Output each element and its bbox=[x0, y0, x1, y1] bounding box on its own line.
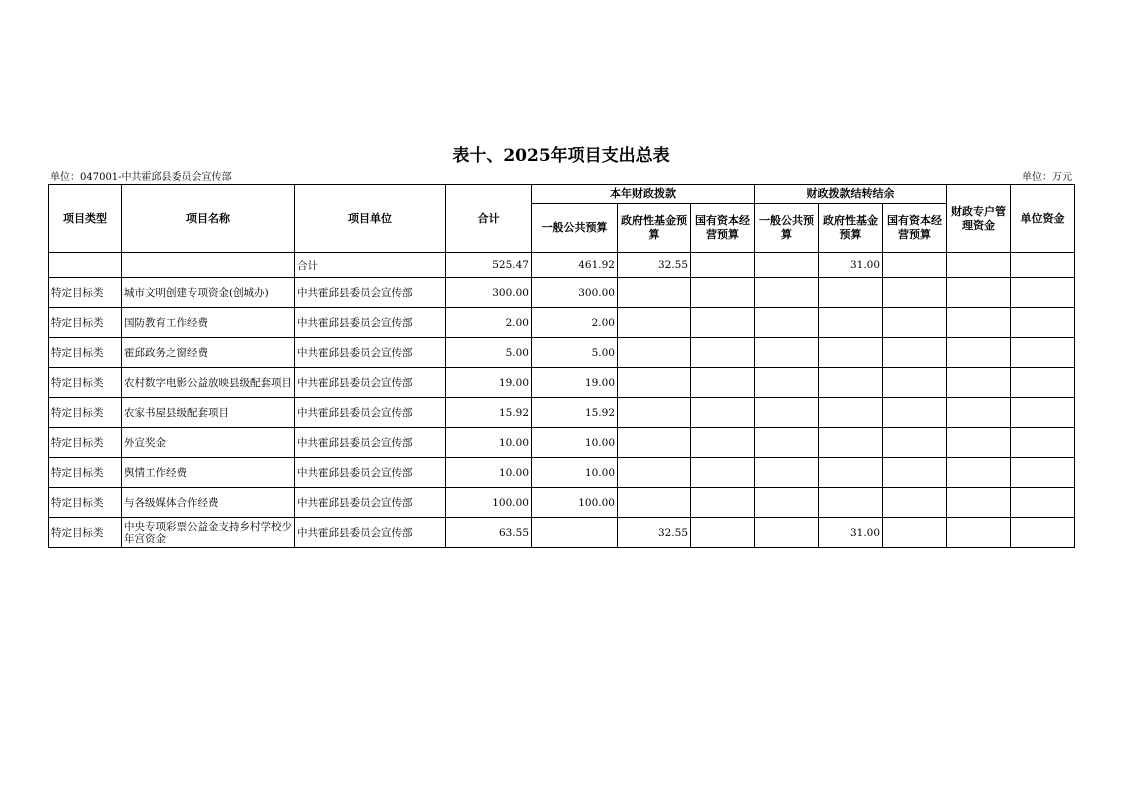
cell-project-name: 国防教育工作经费 bbox=[122, 308, 295, 338]
total-special bbox=[947, 253, 1011, 278]
cell-co-general bbox=[755, 278, 819, 308]
cell-project-name: 农家书屋县级配套项目 bbox=[122, 398, 295, 428]
cell-total: 100.00 bbox=[446, 488, 532, 518]
cell-co-general bbox=[755, 398, 819, 428]
cell-co-state bbox=[883, 428, 947, 458]
header-project-name: 项目名称 bbox=[122, 185, 295, 253]
total-co-fund: 31.00 bbox=[819, 253, 883, 278]
cell-total: 63.55 bbox=[446, 518, 532, 548]
cell-cy-general: 15.92 bbox=[532, 398, 618, 428]
cell-project-name: 农村数字电影公益放映县级配套项目 bbox=[122, 368, 295, 398]
cell-total: 15.92 bbox=[446, 398, 532, 428]
header-current-year-group: 本年财政拨款 bbox=[532, 185, 755, 204]
header-cy-state: 国有资本经营预算 bbox=[691, 204, 755, 253]
cell-cy-general: 10.00 bbox=[532, 458, 618, 488]
table-row bbox=[49, 278, 1075, 308]
cell-project-type: 特定目标类 bbox=[49, 458, 122, 488]
cell-unit-funds bbox=[1011, 308, 1075, 338]
cell-project-type: 特定目标类 bbox=[49, 518, 122, 548]
cell-cy-general: 5.00 bbox=[532, 338, 618, 368]
cell-co-fund bbox=[819, 338, 883, 368]
cell-cy-state bbox=[691, 308, 755, 338]
cell-special bbox=[947, 368, 1011, 398]
total-cy-fund: 32.55 bbox=[618, 253, 691, 278]
cell-co-state bbox=[883, 518, 947, 548]
cell-cy-fund bbox=[618, 488, 691, 518]
table-row bbox=[49, 368, 1075, 398]
cell-project-unit: 中共霍邱县委员会宣传部 bbox=[295, 368, 446, 398]
cell-project-unit: 中共霍邱县委员会宣传部 bbox=[295, 428, 446, 458]
total-co-state bbox=[883, 253, 947, 278]
cell-project-unit: 中共霍邱县委员会宣传部 bbox=[295, 338, 446, 368]
cell-project-type: 特定目标类 bbox=[49, 368, 122, 398]
cell-co-state bbox=[883, 278, 947, 308]
total-cell-empty bbox=[122, 253, 295, 278]
cell-cy-state bbox=[691, 338, 755, 368]
cell-co-fund bbox=[819, 488, 883, 518]
table-row bbox=[49, 458, 1075, 488]
total-label: 合计 bbox=[295, 253, 446, 278]
cell-co-fund bbox=[819, 278, 883, 308]
cell-special bbox=[947, 398, 1011, 428]
header-co-fund: 政府性基金预算 bbox=[819, 204, 883, 253]
cell-project-name: 与各级媒体合作经费 bbox=[122, 488, 295, 518]
cell-total: 10.00 bbox=[446, 428, 532, 458]
total-row bbox=[49, 253, 1075, 278]
total-cy-general: 461.92 bbox=[532, 253, 618, 278]
header-project-type: 项目类型 bbox=[49, 185, 122, 253]
cell-cy-general: 2.00 bbox=[532, 308, 618, 338]
unit-label-right: 单位：万元 bbox=[1022, 172, 1072, 183]
cell-total: 5.00 bbox=[446, 338, 532, 368]
cell-cy-state bbox=[691, 458, 755, 488]
table-row bbox=[49, 338, 1075, 368]
table-row bbox=[49, 308, 1075, 338]
cell-special bbox=[947, 338, 1011, 368]
cell-co-fund bbox=[819, 458, 883, 488]
header-unit-funds: 单位资金 bbox=[1011, 185, 1075, 253]
unit-label-left: 单位：047001-中共霍邱县委员会宣传部 bbox=[50, 172, 232, 183]
cell-cy-fund: 32.55 bbox=[618, 518, 691, 548]
cell-total: 19.00 bbox=[446, 368, 532, 398]
cell-co-general bbox=[755, 428, 819, 458]
cell-project-type: 特定目标类 bbox=[49, 428, 122, 458]
cell-cy-fund bbox=[618, 458, 691, 488]
cell-project-type: 特定目标类 bbox=[49, 278, 122, 308]
cell-unit-funds bbox=[1011, 428, 1075, 458]
cell-unit-funds bbox=[1011, 338, 1075, 368]
header-special-account: 财政专户管理资金 bbox=[947, 185, 1011, 253]
cell-cy-state bbox=[691, 278, 755, 308]
cell-unit-funds bbox=[1011, 488, 1075, 518]
cell-total: 2.00 bbox=[446, 308, 532, 338]
cell-co-general bbox=[755, 518, 819, 548]
cell-cy-general: 300.00 bbox=[532, 278, 618, 308]
header-co-state: 国有资本经营预算 bbox=[883, 204, 947, 253]
header-carryover-group: 财政拨款结转结余 bbox=[755, 185, 947, 204]
total-cell-empty bbox=[49, 253, 122, 278]
cell-cy-state bbox=[691, 488, 755, 518]
header-cy-general: 一般公共预算 bbox=[532, 204, 618, 253]
cell-project-name: 舆情工作经费 bbox=[122, 458, 295, 488]
total-unit-funds bbox=[1011, 253, 1075, 278]
table-row bbox=[49, 488, 1075, 518]
cell-co-general bbox=[755, 338, 819, 368]
cell-co-state bbox=[883, 458, 947, 488]
cell-special bbox=[947, 278, 1011, 308]
cell-co-fund bbox=[819, 428, 883, 458]
cell-co-general bbox=[755, 368, 819, 398]
cell-project-name: 城市文明创建专项资金(创城办) bbox=[122, 278, 295, 308]
cell-co-general bbox=[755, 308, 819, 338]
cell-co-fund bbox=[819, 368, 883, 398]
cell-project-name: 外宣奖金 bbox=[122, 428, 295, 458]
cell-co-state bbox=[883, 338, 947, 368]
total-amount: 525.47 bbox=[446, 253, 532, 278]
cell-cy-fund bbox=[618, 398, 691, 428]
cell-co-state bbox=[883, 488, 947, 518]
cell-total: 300.00 bbox=[446, 278, 532, 308]
table-row bbox=[49, 518, 1075, 548]
cell-co-general bbox=[755, 488, 819, 518]
header-co-general: 一般公共预算 bbox=[755, 204, 819, 253]
cell-cy-state bbox=[691, 368, 755, 398]
cell-unit-funds bbox=[1011, 518, 1075, 548]
cell-co-fund bbox=[819, 398, 883, 428]
cell-co-state bbox=[883, 308, 947, 338]
cell-unit-funds bbox=[1011, 458, 1075, 488]
total-cy-state bbox=[691, 253, 755, 278]
cell-project-unit: 中共霍邱县委员会宣传部 bbox=[295, 398, 446, 428]
cell-cy-fund bbox=[618, 338, 691, 368]
cell-special bbox=[947, 458, 1011, 488]
cell-cy-fund bbox=[618, 428, 691, 458]
cell-cy-state bbox=[691, 428, 755, 458]
table-row bbox=[49, 398, 1075, 428]
cell-special bbox=[947, 428, 1011, 458]
cell-cy-fund bbox=[618, 278, 691, 308]
cell-co-fund bbox=[819, 308, 883, 338]
cell-project-unit: 中共霍邱县委员会宣传部 bbox=[295, 278, 446, 308]
cell-project-name: 霍邱政务之窗经费 bbox=[122, 338, 295, 368]
cell-cy-general: 10.00 bbox=[532, 428, 618, 458]
cell-cy-general bbox=[532, 518, 618, 548]
total-co-general bbox=[755, 253, 819, 278]
cell-co-fund: 31.00 bbox=[819, 518, 883, 548]
cell-project-unit: 中共霍邱县委员会宣传部 bbox=[295, 458, 446, 488]
cell-cy-state bbox=[691, 398, 755, 428]
cell-total: 10.00 bbox=[446, 458, 532, 488]
table-row bbox=[49, 428, 1075, 458]
cell-project-unit: 中共霍邱县委员会宣传部 bbox=[295, 308, 446, 338]
header-project-unit: 项目单位 bbox=[295, 185, 446, 253]
cell-unit-funds bbox=[1011, 368, 1075, 398]
page-title: 表十、2025年项目支出总表 bbox=[452, 146, 670, 166]
cell-project-name: 中央专项彩票公益金支持乡村学校少年宫资金 bbox=[122, 518, 295, 548]
cell-project-type: 特定目标类 bbox=[49, 488, 122, 518]
cell-cy-general: 19.00 bbox=[532, 368, 618, 398]
project-expenditure-table bbox=[48, 184, 1075, 548]
cell-project-unit: 中共霍邱县委员会宣传部 bbox=[295, 518, 446, 548]
cell-project-type: 特定目标类 bbox=[49, 338, 122, 368]
cell-cy-state bbox=[691, 518, 755, 548]
cell-cy-fund bbox=[618, 368, 691, 398]
cell-unit-funds bbox=[1011, 398, 1075, 428]
cell-co-state bbox=[883, 368, 947, 398]
cell-co-state bbox=[883, 398, 947, 428]
cell-special bbox=[947, 518, 1011, 548]
cell-project-type: 特定目标类 bbox=[49, 398, 122, 428]
header-cy-fund: 政府性基金预算 bbox=[618, 204, 691, 253]
cell-project-unit: 中共霍邱县委员会宣传部 bbox=[295, 488, 446, 518]
cell-cy-general: 100.00 bbox=[532, 488, 618, 518]
cell-cy-fund bbox=[618, 308, 691, 338]
cell-co-general bbox=[755, 458, 819, 488]
cell-project-type: 特定目标类 bbox=[49, 308, 122, 338]
cell-unit-funds bbox=[1011, 278, 1075, 308]
cell-special bbox=[947, 308, 1011, 338]
header-total: 合计 bbox=[446, 185, 532, 253]
cell-special bbox=[947, 488, 1011, 518]
